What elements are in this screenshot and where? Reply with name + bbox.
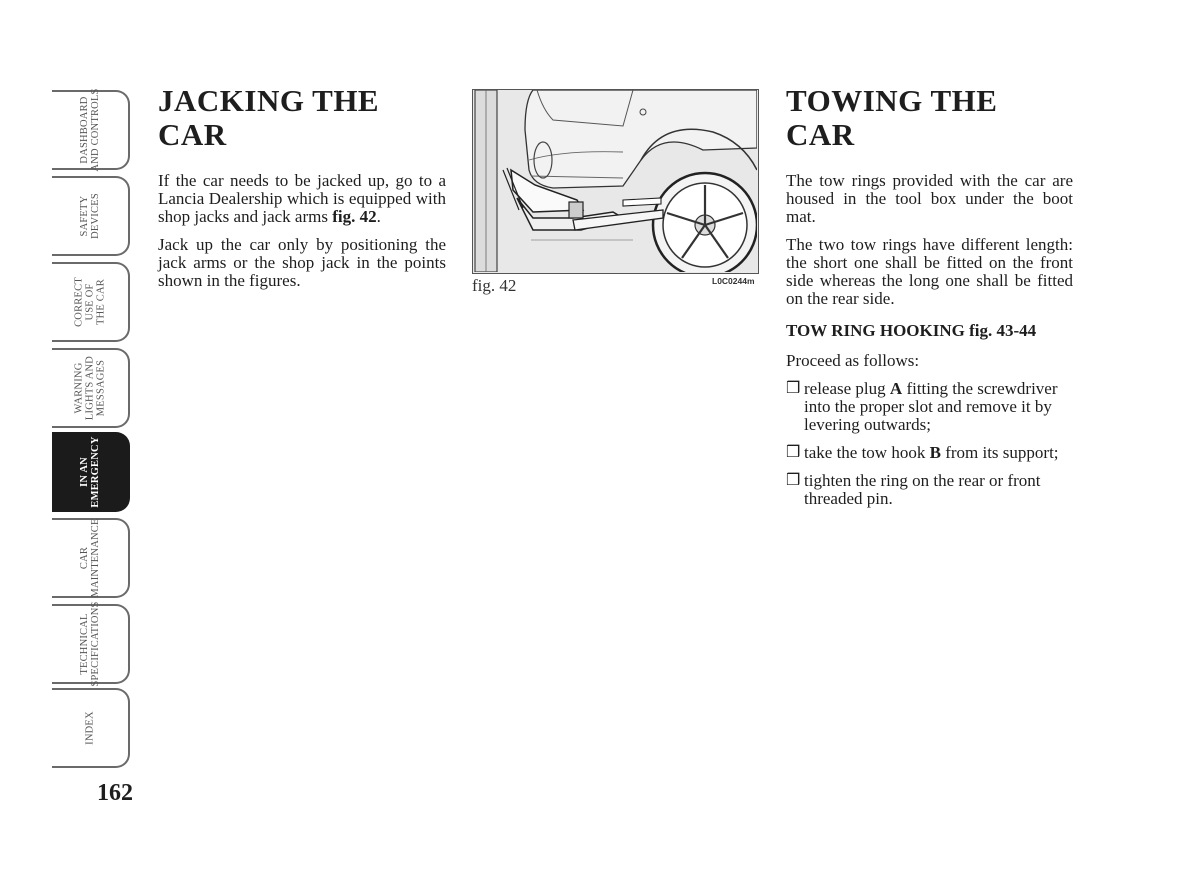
jacking-title: JACKING THE CAR — [158, 83, 380, 152]
jacking-section — [158, 84, 446, 300]
towing-title: TOWING THE CAR — [786, 83, 998, 152]
figure-code: L0C0244m — [712, 276, 755, 286]
tab-label: CAR MAINTENANCE — [79, 518, 101, 598]
list-item — [786, 472, 1073, 508]
checkbox-bullet-icon: ❒ — [786, 472, 801, 489]
tab-label: SAFETY DEVICES — [79, 193, 101, 239]
jacking-p1-text: If the car needs to be jacked up, go to a Lancia Dealership which is equipped with shop jacks and jack arms — [158, 171, 446, 226]
jacking-paragraph-1 — [158, 172, 446, 226]
tab-label: CORRECT USE OF THE CAR — [73, 277, 107, 327]
tab-technical-specifications[interactable] — [52, 601, 130, 687]
towing-section — [786, 84, 1073, 518]
tab-car-maintenance[interactable] — [52, 518, 130, 598]
tab-label: TECHNICAL SPECIFICATIONS — [79, 601, 101, 687]
step-text: release plug A fitting the screwdriver into the proper slot and remove it by levering outwards; — [804, 379, 1058, 434]
tab-correct-use-of-the-car[interactable] — [52, 262, 130, 342]
figure-reference-link[interactable]: fig. 42 — [332, 207, 377, 226]
tab-safety-devices[interactable] — [52, 176, 130, 256]
towing-paragraph-2: The two tow rings have different length: the short one shall be fitted on the front side whereas the long one shall be fitted on the rear side. — [786, 235, 1073, 308]
tow-ring-hooking-heading: TOW RING HOOKING fig. 43-44 — [786, 321, 1037, 340]
step-text: take the tow hook B from its support; — [804, 443, 1059, 462]
tab-label: WARNING LIGHTS AND MESSAGES — [73, 355, 107, 421]
figure-42-illustration — [472, 89, 759, 274]
tab-label: DASHBOARD AND CONTROLS — [79, 88, 101, 172]
tab-dashboard-and-controls[interactable] — [52, 90, 130, 170]
car-on-jack-drawing — [473, 90, 757, 272]
list-item — [786, 380, 1073, 434]
tab-in-an-emergency[interactable] — [52, 432, 130, 512]
checkbox-bullet-icon: ❒ — [786, 444, 801, 461]
page-number: 162 — [97, 780, 133, 806]
tab-label: INDEX — [84, 711, 96, 745]
towing-paragraph-1: The tow rings provided with the car are housed in the tool box under the boot mat. — [786, 171, 1073, 226]
tab-warning-lights-and-messages[interactable] — [52, 348, 130, 428]
towing-intro: Proceed as follows: — [786, 351, 920, 370]
checkbox-bullet-icon: ❒ — [786, 380, 801, 397]
tab-index[interactable] — [52, 688, 130, 768]
step-text: tighten the ring on the rear or front threaded pin. — [804, 471, 1041, 508]
figure-caption: fig. 42 — [472, 276, 517, 295]
jacking-paragraph-2: Jack up the car only by positioning the jack arms or the shop jack in the points shown in the figures. — [158, 235, 446, 290]
jacking-p1-end: . — [376, 207, 381, 226]
list-item — [786, 444, 1073, 462]
tab-label: IN AN EMERGENCY — [79, 436, 101, 508]
